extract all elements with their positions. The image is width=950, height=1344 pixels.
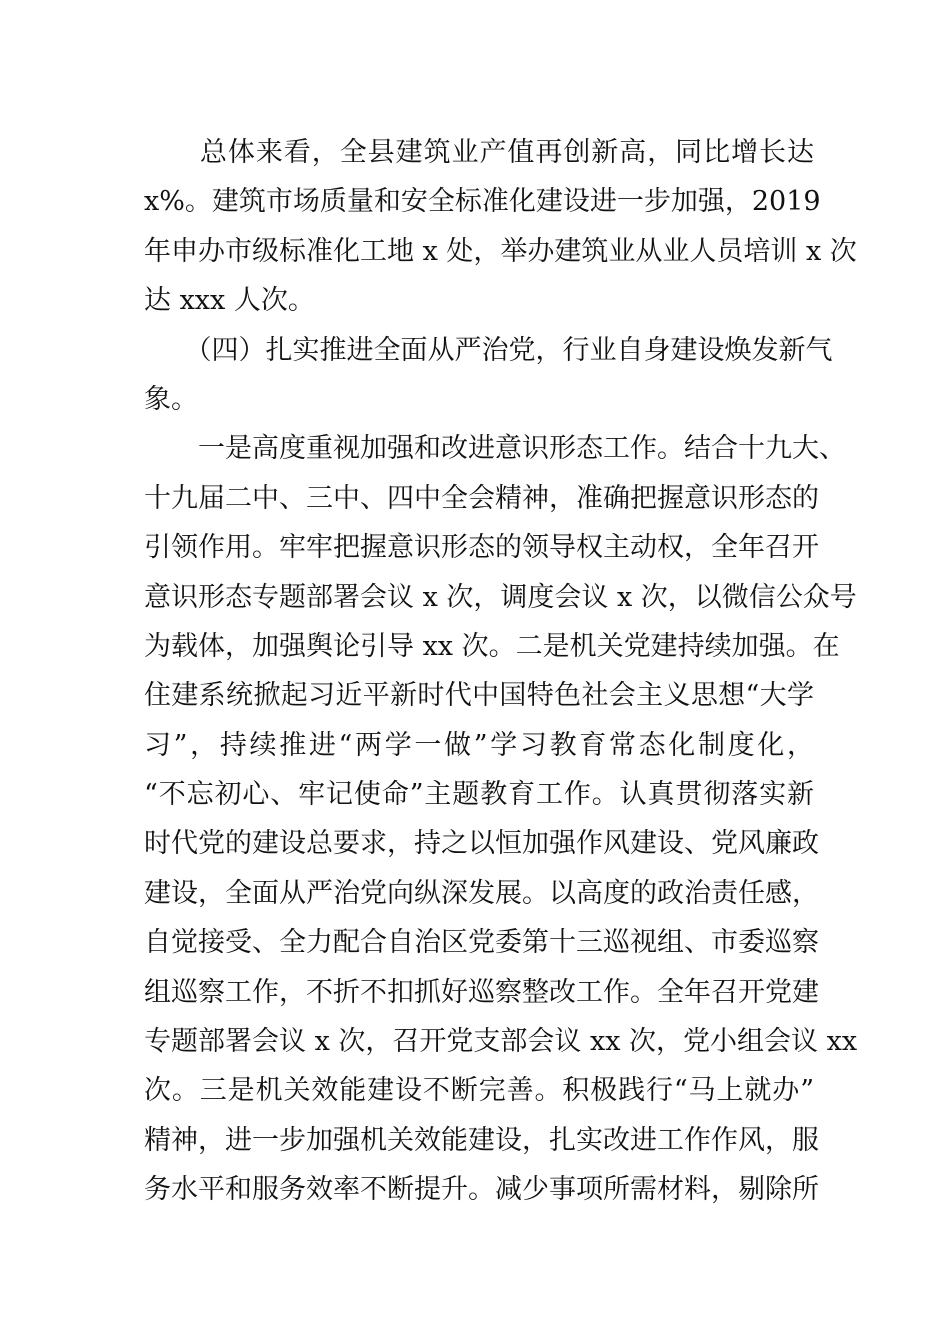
text-line: 意识形态专题部署会议 x 次，调度会议 x 次，以微信公众号 <box>144 581 857 613</box>
text-line: （四）扎实推进全面从严治党，行业自身建设焕发新气 <box>144 334 833 366</box>
text-line: 象。 <box>144 383 198 415</box>
text-line: 总体来看，全县建筑业产值再创新高，同比增长达 <box>144 137 814 168</box>
text-line: 建设，全面从严治党向纵深发展。以高度的政治责任感， <box>144 877 819 909</box>
text-line: 为载体，加强舆论引导 xx 次。二是机关党建持续加强。在 <box>144 630 840 662</box>
body-text <box>144 128 858 1215</box>
text-line: 务水平和服务效率不断提升。减少事项所需材料，剔除所 <box>144 1174 819 1206</box>
text-line: 年申办市级标准化工地 x 处，举办建筑业从业人员培训 x 次 <box>144 235 857 267</box>
text-line: 专题部署会议 x 次，召开党支部会议 xx 次，党小组会议 xx <box>144 1026 858 1058</box>
text-line: 次。三是机关效能建设不断完善。积极践行“马上就办” <box>144 1075 814 1107</box>
text-line: 一是高度重视加强和改进意识形态工作。结合十九大、 <box>144 433 846 465</box>
text-line: 组巡察工作，不折不扣抓好巡察整改工作。全年召开党建 <box>144 976 819 1008</box>
text-line: 自觉接受、全力配合自治区党委第十三巡视组、市委巡察 <box>144 927 819 959</box>
text-line: 引领作用。牢牢把握意识形态的领导权主动权，全年召开 <box>144 532 819 564</box>
text-line: 精神，进一步加强机关效能建设，扎实改进工作作风，服 <box>144 1124 819 1156</box>
text-line: 十九届二中、三中、四中全会精神，准确把握意识形态的 <box>144 482 819 514</box>
text-line: 习”，持续推进“两学一做”学习教育常态化制度化， <box>144 729 814 761</box>
text-line: 时代党的建设总要求，持之以恒加强作风建设、党风廉政 <box>144 828 819 860</box>
text-line: x%。建筑市场质量和安全标准化建设进一步加强，2019 <box>144 186 821 218</box>
text-line: 达 xxx 人次。 <box>144 285 315 317</box>
text-line: “不忘初心、牢记使命”主题教育工作。认真贯彻落实新 <box>144 779 814 811</box>
text-line: 住建系统掀起习近平新时代中国特色社会主义思想“大学 <box>144 680 814 712</box>
